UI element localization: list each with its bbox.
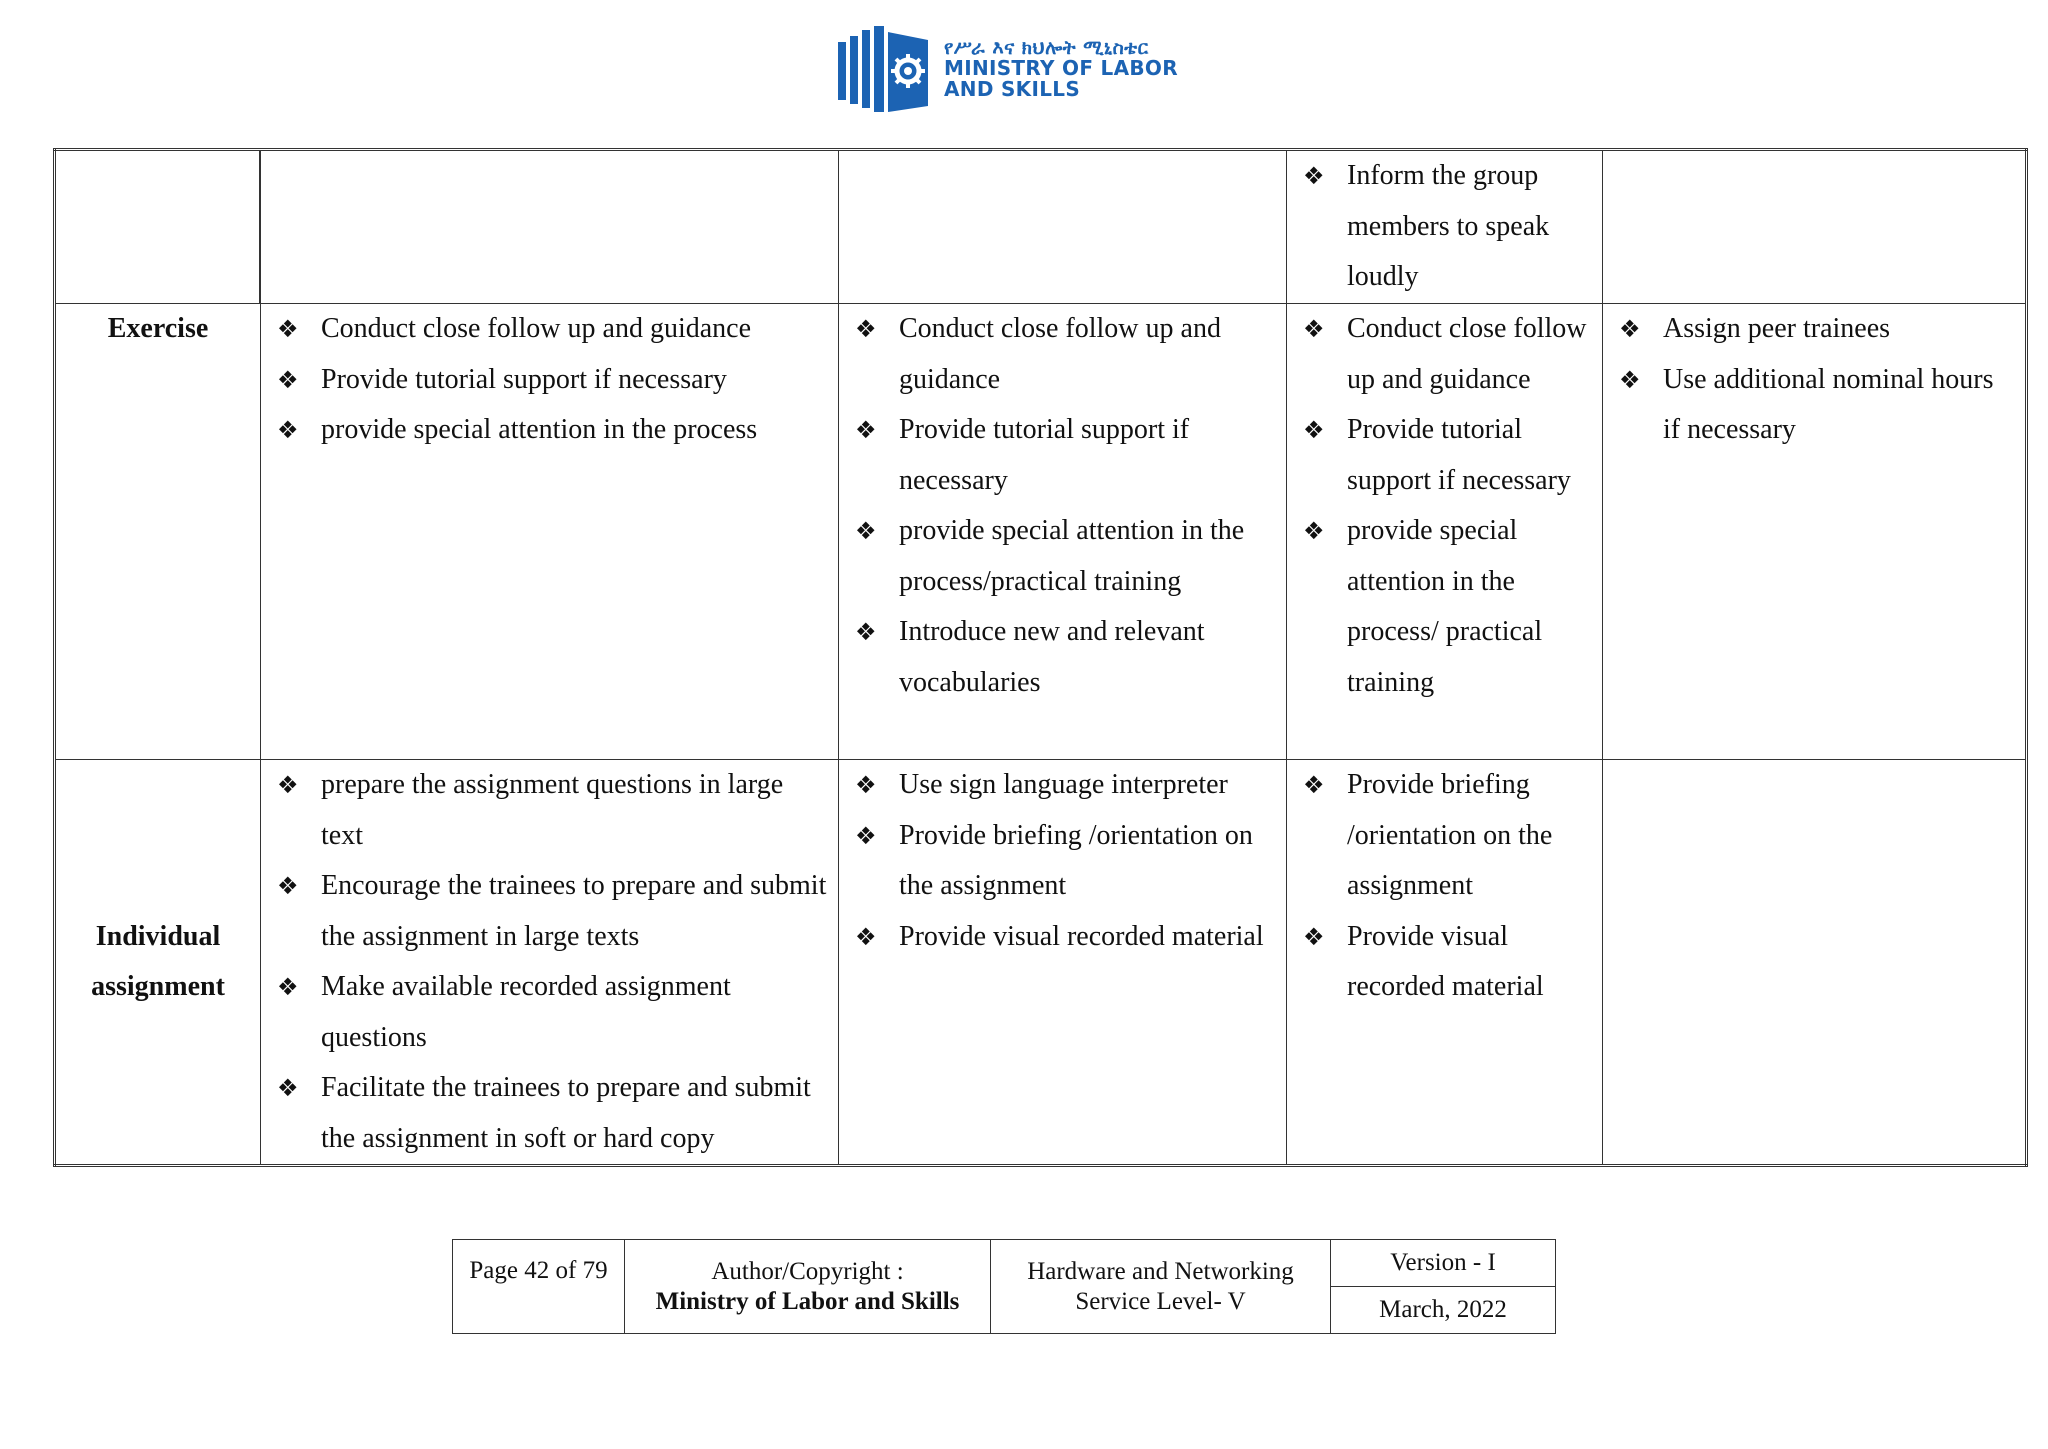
table-row <box>55 760 2027 1166</box>
bullet-item: ❖ Encourage the trainees to prepare and submit the assignment in large texts <box>277 861 828 962</box>
table-cell <box>1287 760 1603 1166</box>
table-cell <box>1287 304 1603 760</box>
bullet-item: ❖ provide special attention in the process <box>277 405 828 456</box>
logo-text-line2: AND SKILLS <box>944 76 1081 101</box>
footer-version: Version - I <box>1331 1240 1556 1287</box>
table-cell <box>839 150 1287 304</box>
footer-course-line2: Service Level- V <box>1075 1287 1246 1315</box>
table-cell <box>261 304 839 760</box>
bullet-item: ❖ Provide briefing /orientation on the assignment <box>855 811 1276 912</box>
bullet-item: ❖ prepare the assignment questions in large text <box>277 760 828 861</box>
row-label-text: Individual assignment <box>91 920 225 1002</box>
logo-amharic-text: የሥራ እና ክህሎት ሚኒስቴር <box>944 36 1149 59</box>
logo-text-line1: MINISTRY OF LABOR <box>944 56 1178 81</box>
bullet-item: ❖ Inform the group members to speak loudly <box>1303 151 1592 303</box>
bullet-item: ❖ Conduct close follow up and guidance <box>277 304 828 355</box>
row-label-cell <box>55 150 261 304</box>
table-cell <box>261 150 839 304</box>
table-cell <box>261 760 839 1166</box>
table-row <box>55 304 2027 760</box>
ministry-logo-icon <box>838 26 930 112</box>
table-cell <box>1603 760 2027 1166</box>
bullet-item: ❖ Provide tutorial support if necessary <box>855 405 1276 506</box>
footer-date: March, 2022 <box>1331 1287 1556 1334</box>
footer-author <box>625 1240 991 1334</box>
accommodation-table <box>53 148 2028 1167</box>
row-label-individual-assignment <box>55 760 261 1166</box>
page-footer <box>452 1239 1556 1334</box>
bullet-item: ❖ Conduct close follow up and guidance <box>1303 304 1592 405</box>
bullet-item: ❖ Introduce new and relevant vocabularies <box>855 607 1276 708</box>
table-cell <box>1603 150 2027 304</box>
bullet-item: ❖ Use additional nominal hours if necessary <box>1619 355 2015 456</box>
bullet-item: ❖ Assign peer trainees <box>1619 304 2015 355</box>
footer-author-name: Ministry of Labor and Skills <box>655 1287 960 1315</box>
table-cell <box>1287 150 1603 304</box>
bullet-item: ❖ Use sign language interpreter <box>855 760 1276 811</box>
bullet-item: ❖ Provide visual recorded material <box>1303 912 1592 1013</box>
bullet-item: ❖ Make available recorded assignment questions <box>277 962 828 1063</box>
footer-course-line1: Hardware and Networking <box>1027 1257 1294 1285</box>
footer-course <box>991 1240 1331 1334</box>
table-row <box>55 150 2027 304</box>
footer-author-label: Author/Copyright : <box>711 1257 904 1285</box>
bullet-item: ❖ Provide visual recorded material <box>855 912 1276 963</box>
footer-page-number: Page 42 of 79 <box>453 1240 625 1334</box>
bullet-item: ❖ Provide briefing /orientation on the assignment <box>1303 760 1592 912</box>
bullet-item: ❖ provide special attention in the process/ practical training <box>1303 506 1592 708</box>
logo-wordmark <box>944 36 1178 101</box>
bullet-item: ❖ Provide tutorial support if necessary <box>277 355 828 406</box>
row-label-exercise: Exercise <box>55 304 261 760</box>
bullet-item: ❖ provide special attention in the process/practical training <box>855 506 1276 607</box>
table-cell <box>1603 304 2027 760</box>
table-cell <box>839 760 1287 1166</box>
bullet-item: ❖ Conduct close follow up and guidance <box>855 304 1276 405</box>
bullet-item: ❖ Provide tutorial support if necessary <box>1303 405 1592 506</box>
bullet-item: ❖ Facilitate the trainees to prepare and submit the assignment in soft or hard copy <box>277 1063 828 1164</box>
table-cell <box>839 304 1287 760</box>
ministry-logo <box>838 24 1178 114</box>
